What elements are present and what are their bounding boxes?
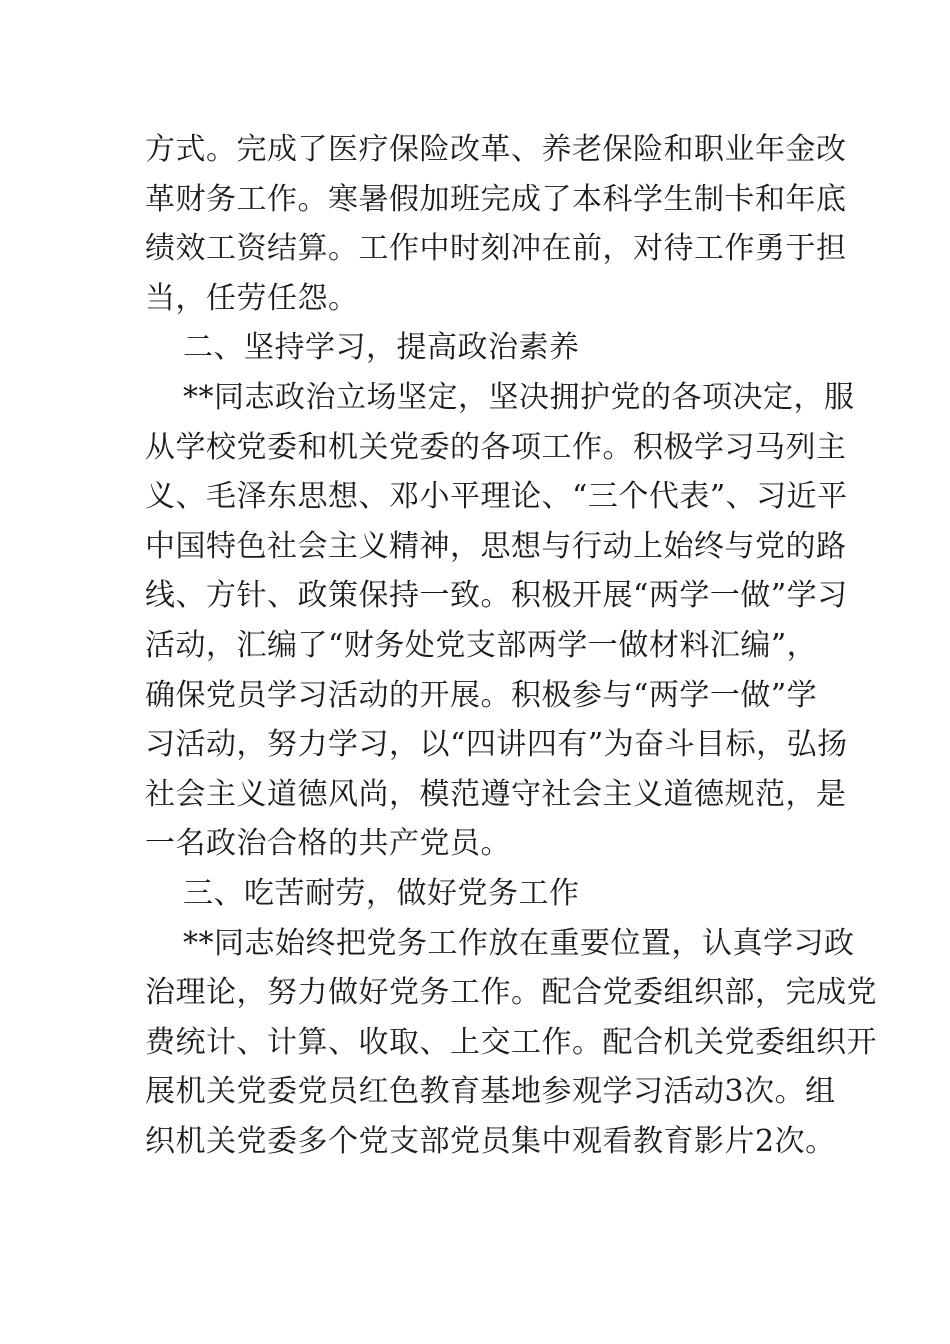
section-heading: 二、坚持学习，提高政治素养 [183, 330, 580, 366]
text-line: 活动，汇编了“财务处党支部两学一做材料汇编”， [145, 627, 818, 663]
text-line: 绩效工资结算。工作中时刻冲在前，对待工作勇于担 [145, 231, 847, 267]
text-line: 社会主义道德风尚，模范遵守社会主义道德规范，是 [145, 776, 847, 812]
text-line: 习活动，努力学习，以“四讲四有”为奋斗目标，弘扬 [145, 727, 848, 763]
paragraph-start: **同志始终把党务工作放在重要位置，认真学习政 [183, 925, 855, 961]
text-line: 方式。完成了医疗保险改革、养老保险和职业年金改 [145, 132, 847, 167]
text-line: 从学校党委和机关党委的各项工作。积极学习马列主 [145, 429, 847, 465]
text-line: 当，任劳任怨。 [145, 280, 359, 316]
text-line: 费统计、计算、收取、上交工作。配合机关党委组织开 [145, 1024, 877, 1060]
text-line: 治理论，努力做好党务工作。配合党委组织部，完成党 [145, 975, 877, 1011]
text-line: 确保党员学习活动的开展。积极参与“两学一做”学 [145, 677, 818, 713]
section-heading: 三、吃苦耐劳，做好党务工作 [183, 875, 580, 911]
text-line: 中国特色社会主义精神，思想与行动上始终与党的路 [145, 528, 847, 564]
text-line: 织机关党委多个党支部党员集中观看教育影片2次。 [145, 1123, 836, 1159]
text-line: 一名政治合格的共产党员。 [145, 826, 511, 862]
text-line: 义、毛泽东思想、邓小平理论、“三个代表”、习近平 [145, 479, 848, 515]
body-text [145, 125, 877, 1166]
paragraph-start: **同志政治立场坚定，坚决拥护党的各项决定，服 [183, 379, 855, 415]
text-line: 革财务工作。寒暑假加班完成了本科学生制卡和年底 [145, 181, 847, 217]
text-line: 线、方针、政策保持一致。积极开展“两学一做”学习 [145, 578, 848, 614]
text-line: 展机关党委党员红色教育基地参观学习活动3次。组 [145, 1074, 836, 1110]
